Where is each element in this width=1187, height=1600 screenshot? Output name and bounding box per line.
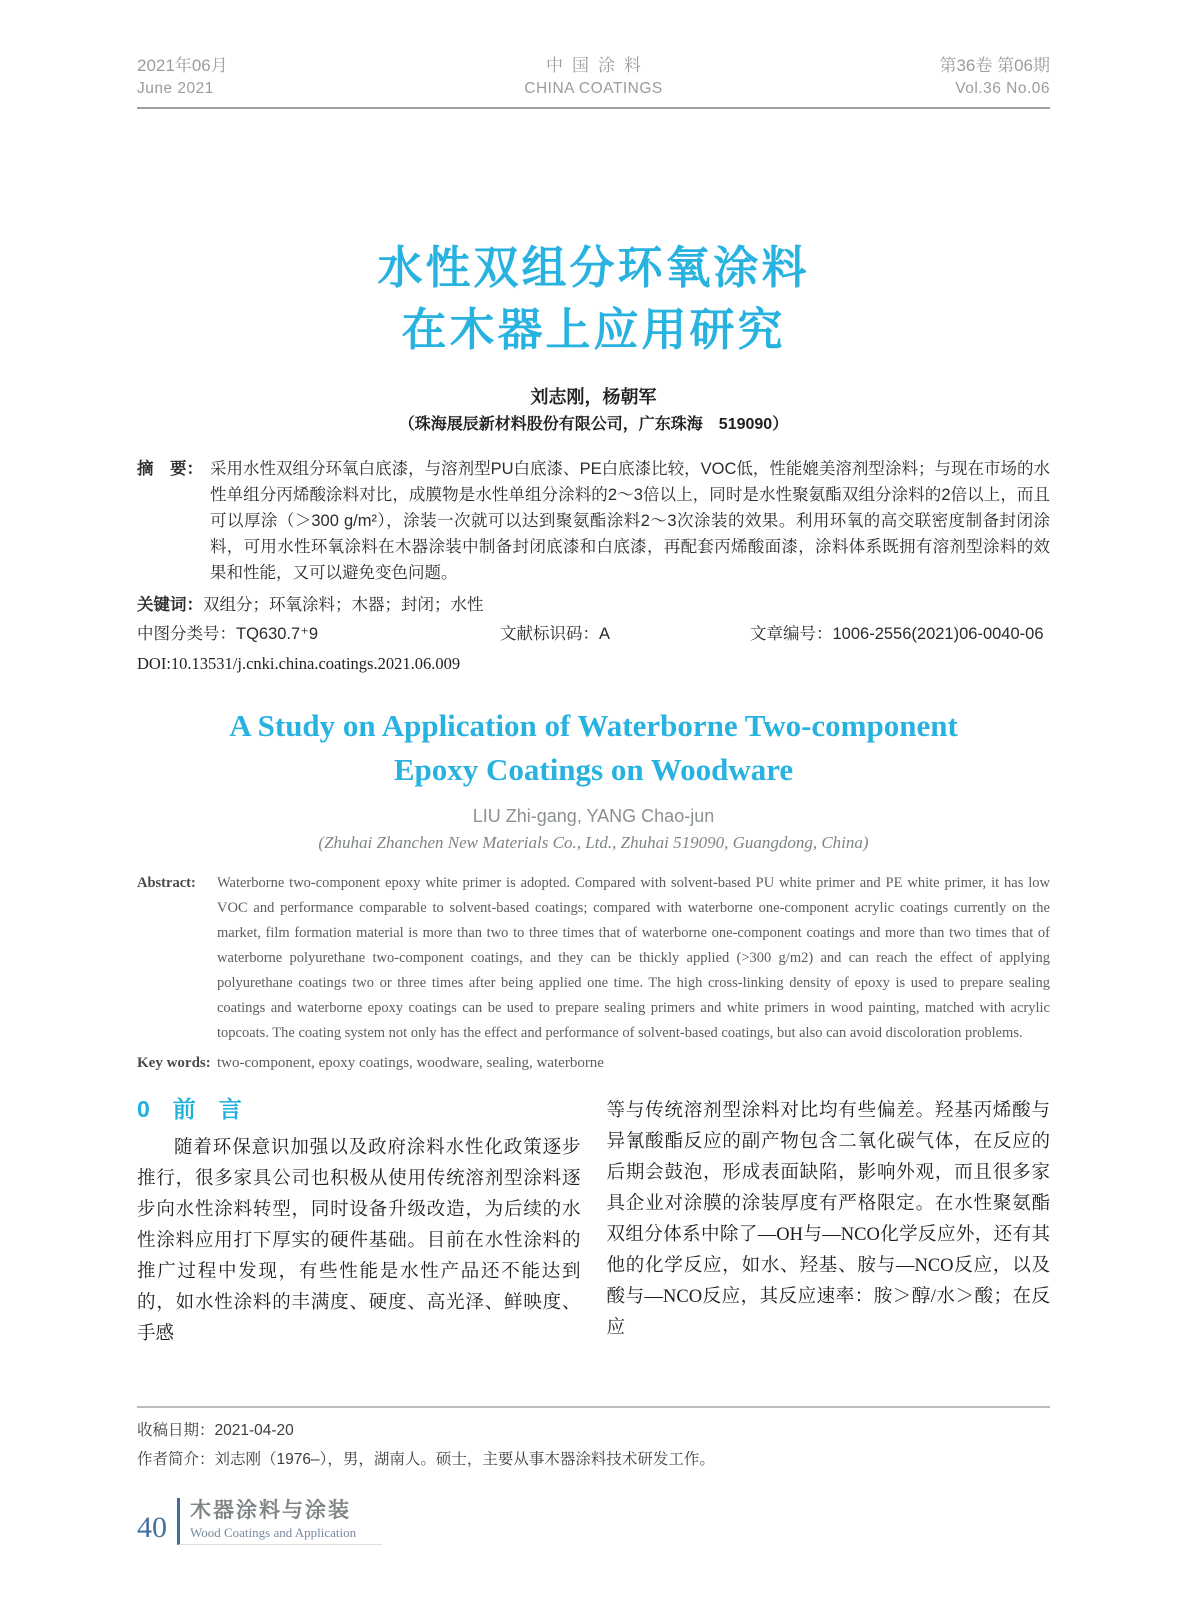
- article-title-en: [137, 704, 1050, 792]
- article-id-value: 1006-2556(2021)06-0040-06: [832, 625, 1044, 643]
- article-title-cn-line2: 在木器上应用研究: [401, 304, 786, 355]
- received-date: 收稿日期：2021-04-20: [137, 1422, 294, 1439]
- body-paragraph-left: 随着环保意识加强以及政府涂料水性化政策逐步推行，很多家具公司也积极从使用传统溶剂型涂料逐步向水性涂料转型，同时设备升级改造，为后续的水性涂料应用打下厚实的硬件基础。目前在水性涂料的推广过程中发现，有些性能是水性产品还不能达到的，如水性涂料的丰满度、硬度、高光泽、鲜映度、手感: [137, 1138, 581, 1344]
- keywords-en: [137, 1050, 1050, 1076]
- abstract-label-en: Abstract:: [137, 875, 196, 891]
- abstract-en: [137, 871, 1050, 1046]
- article-id-label: 文章编号：: [750, 625, 833, 643]
- keywords-text-cn: 双组分；环氧涂料；木器；封闭；水性: [203, 596, 484, 614]
- footer-journal-en: Wood Coatings and Application: [190, 1525, 357, 1540]
- journal-name-en: CHINA COATINGS: [524, 80, 663, 97]
- body-paragraph-right: 等与传统溶剂型涂料对比均有些偏差。羟基丙烯酸与异氰酸酯反应的副产物包含二氧化碳气体，在反应的后期会鼓泡，形成表面缺陷，影响外观，而且很多家具企业对涂膜的涂装厚度有严格限定。在水性聚氨酯双组分体系中除了—OH与—NCO化学反应外，还有其他的化学反应，如水、羟基、胺与—NCO反应，以及酸与—NCO反应，其反应速率：胺＞醇/水＞酸；在反应: [606, 1101, 1050, 1338]
- footnotes: [137, 1406, 1050, 1474]
- keywords-label-en: Key words:: [137, 1055, 211, 1071]
- issue-date: [137, 54, 357, 100]
- footer-journal-block: [177, 1498, 382, 1545]
- affiliation-en: (Zhuhai Zhanchen New Materials Co., Ltd., Zhuhai 519090, Guangdong, China): [318, 833, 869, 852]
- abstract-cn: [137, 456, 1050, 586]
- running-head: [137, 0, 1050, 109]
- body-columns: [137, 1094, 1050, 1350]
- article-title-cn-line1: 水性双组分环氧涂料: [377, 242, 810, 293]
- document-code-value: A: [599, 625, 611, 643]
- abstract-text-cn: 采用水性双组分环氧白底漆，与溶剂型PU白底漆、PE白底漆比较，VOC低，性能媲美溶剂型涂料；与现在市场的水性单组分丙烯酸涂料对比，成膜物是水性单组分涂料的2～3倍以上，同时是水性聚氨酯双组分涂料的2倍以上，而且可以厚涂（＞300 g/m²），涂装一次就可以达到聚氨酯涂料2～3次涂装的效果。利用环氧的高交联密度制备封闭涂料，可用水性环氧涂料在木器涂装中制备封闭底漆和白底漆，再配套丙烯酸面漆，涂料体系既拥有溶剂型涂料的效果和性能，又可以避免变色问题。: [210, 460, 1050, 582]
- abstract-text-en: Waterborne two-component epoxy white primer is adopted. Compared with solvent-based PU white primer and PE white primer, it has low VOC and performance comparable to solvent-based coatings; compared with waterborne one-component acrylic coatings currently on the market, film formation material is more than two to three times that of waterborne one-component coatings and more than two times that of waterborne polyurethane two-component coatings, and they can be thickly applied (>300 g/m2) and can reach the effect of applying polyurethane coatings two or three times after being applied one time. The high cross-linking density of epoxy is used to prepare sealing coatings and waterborne epoxy coatings can be used to prepare sealing primers and white primers in wood painting, matched with acrylic topcoats. The coating system not only has the effect and performance of solvent-based coatings, but also can avoid discoloration problems.: [217, 875, 1050, 1041]
- issue-date-cn: 2021年06月: [137, 56, 228, 75]
- article-title-cn: [137, 237, 1050, 361]
- article-id: [750, 621, 1050, 647]
- volume-issue: [830, 54, 1050, 100]
- keywords-text-en: two-component, epoxy coatings, woodware, sealing, waterborne: [217, 1055, 604, 1071]
- issue-date-en: June 2021: [137, 80, 214, 97]
- page-footer: [137, 1498, 382, 1545]
- article-title-en-line2: Epoxy Coatings on Woodware: [393, 752, 794, 787]
- abstract-label-cn: 摘 要：: [137, 460, 203, 478]
- volume-issue-en: Vol.36 No.06: [955, 80, 1050, 97]
- clc-number: [137, 621, 500, 647]
- section-heading: 0 前 言: [137, 1096, 242, 1122]
- clc-value: TQ630.7⁺9: [236, 625, 319, 643]
- body-column-right: [607, 1094, 1051, 1350]
- keywords-label-cn: 关键词：: [137, 596, 203, 614]
- page-number: 40: [137, 1511, 167, 1544]
- volume-issue-cn: 第36卷 第06期: [939, 56, 1050, 75]
- document-code: [500, 621, 750, 647]
- clc-label: 中图分类号：: [137, 625, 236, 643]
- footer-journal-cn: 木器涂料与涂装: [190, 1499, 351, 1522]
- authors-cn: 刘志刚，杨朝军: [530, 387, 657, 407]
- affiliation-cn: （珠海展辰新材料股份有限公司，广东珠海 519090）: [398, 416, 789, 433]
- document-code-label: 文献标识码：: [500, 625, 599, 643]
- authors-en: LIU Zhi-gang, YANG Chao-jun: [472, 806, 715, 826]
- doi: DOI:10.13531/j.cnki.china.coatings.2021.06.009: [137, 654, 461, 673]
- classification-row: [137, 621, 1050, 647]
- body-column-left: [137, 1094, 581, 1350]
- journal-name-cn: 中国涂料: [546, 56, 650, 75]
- author-bio: 作者简介：刘志刚（1976–），男，湖南人。硕士，主要从事木器涂料技术研发工作。: [137, 1451, 715, 1468]
- article-title-en-line1: A Study on Application of Waterborne Two-component: [229, 708, 958, 743]
- journal-name: [357, 54, 830, 100]
- keywords-cn: [137, 592, 1050, 618]
